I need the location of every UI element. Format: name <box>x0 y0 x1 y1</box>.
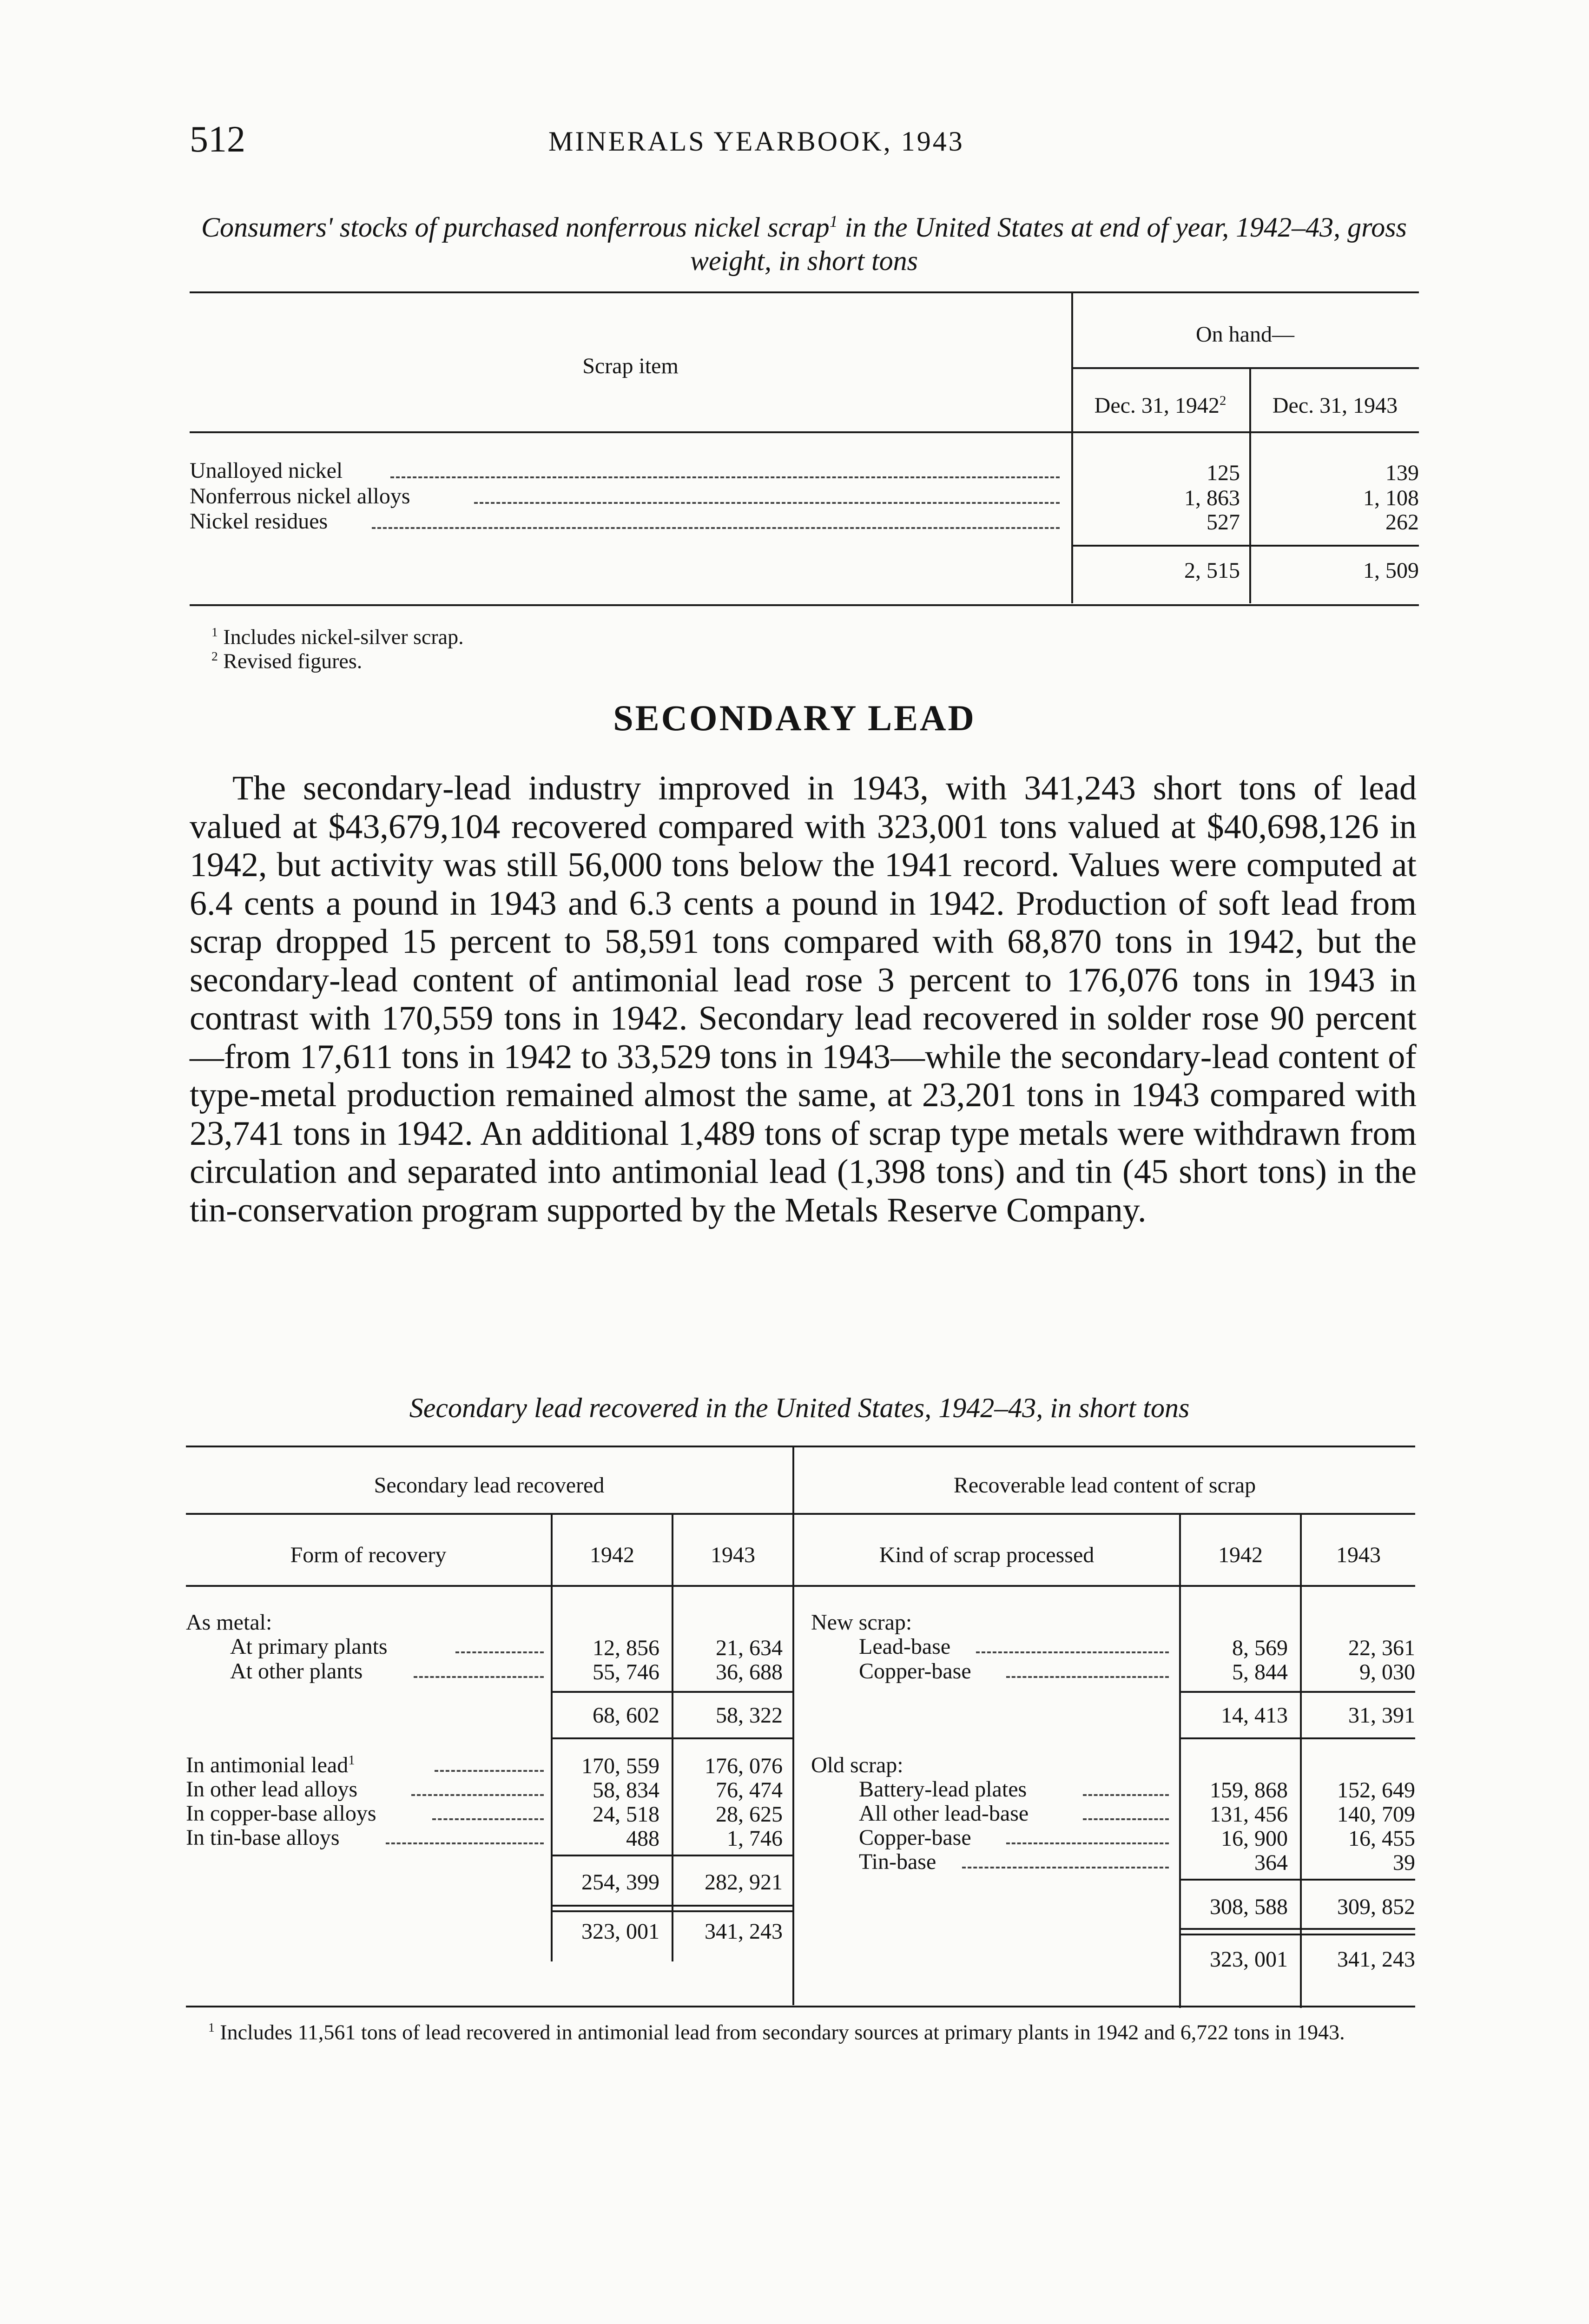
table2-total: 323, 001 <box>1210 1947 1288 1972</box>
table2-row-label: In antimonial lead$^1$ <box>186 1753 355 1777</box>
table2-cell: 39 <box>1393 1850 1415 1875</box>
group-label: Old scrap: <box>811 1753 903 1777</box>
table1-cell: 1, 863 <box>1184 486 1240 510</box>
table2-cell: 170, 559 <box>581 1754 659 1778</box>
table2-col-kind: Kind of scrap processed <box>879 1543 1094 1567</box>
table2-subtotal: 254, 399 <box>581 1870 659 1895</box>
table2-row-label: Lead-base <box>859 1634 951 1659</box>
table1-col-1943: Dec. 31, 1943 <box>1272 393 1398 418</box>
table2-cell: 176, 076 <box>705 1754 783 1778</box>
table2-cell: 364 <box>1254 1850 1288 1875</box>
total-rule <box>551 1910 792 1912</box>
table2-right-group-header: Recoverable lead content of scrap <box>953 1473 1256 1498</box>
table2-caption: Secondary lead recovered in the United States, 1942–43, in short tons <box>409 1393 1190 1423</box>
table2-bottom-rule <box>186 2006 1415 2007</box>
leader-dots <box>455 1651 544 1653</box>
table2-cell: 36, 688 <box>716 1660 783 1684</box>
table2-row-label: In copper-base alloys <box>186 1801 376 1826</box>
table1-row-label: Nickel residues <box>190 509 328 534</box>
table2-cell: 1, 746 <box>727 1826 783 1851</box>
table1-cell: 1, 108 <box>1363 486 1419 510</box>
table1-cell: 125 <box>1207 461 1240 485</box>
table2-row-label: Copper-base <box>859 1825 971 1850</box>
table1-col-1942: Dec. 31, 1942$^2$ <box>1094 393 1226 418</box>
table1-top-rule <box>190 291 1419 293</box>
table1-footnote: $^2$ Revised figures. <box>211 649 363 673</box>
table2-subtotal: 308, 588 <box>1210 1895 1288 1919</box>
subtotal-rule <box>1179 1737 1415 1739</box>
table2-total: 341, 243 <box>705 1919 783 1944</box>
table1-bottom-rule <box>190 604 1419 606</box>
paragraph-text: The secondary-lead industry improved in 1943, with 341,243 short tons of lead valued at $43,679,104 recovered compared with 323,001 tons valued at $40,698,126 in 1942, but activity was still 56,000 tons below the 1941 record. Values were computed at 6.4 cents a pound in 1943 and 6.3 cents a pound in 1942. Production of soft lead from scrap dropped 15 percent to 58,591 tons compared with 68,870 tons in 1942, but the secondary-lead content of antimonial lead rose 3 percent to 176,076 tons in 1943 in contrast with 170,559 tons in 1942. Secondary lead recovered in solder rose 90 percent—from 17,611 tons in 1942 to 33,529 tons in 1943—while the secondary-lead content of type-metal production remained almost the same, at 23,201 tons in 1943 compared with 23,741 tons in 1942. An additional 1,489 tons of scrap type metals were withdrawn from circulation and separated into antimonial lead (1,398 tons) and tin (45 short tons) in the tin-conservation program supported by the Metals Reserve Company. <box>190 769 1417 1229</box>
table2-subtotal: 309, 852 <box>1337 1895 1415 1919</box>
table2-row-label: All other lead-base <box>859 1801 1029 1826</box>
running-title: MINERALS YEARBOOK, 1943 <box>548 126 964 157</box>
leader-dots <box>414 1676 544 1678</box>
table2-total: 323, 001 <box>581 1919 659 1944</box>
leader-dots <box>1006 1676 1169 1678</box>
table2-top-rule <box>186 1446 1415 1447</box>
leader-dots <box>432 1818 544 1820</box>
table1-header-bottom-rule <box>190 431 1419 433</box>
table1-row-label: Nonferrous nickel alloys <box>190 484 410 508</box>
leader-dots <box>386 1842 544 1844</box>
table1-cell: 527 <box>1207 510 1240 535</box>
table2-col-form: Form of recovery <box>290 1543 447 1567</box>
table2-row-label: Battery-lead plates <box>859 1777 1027 1802</box>
table2-cell: 8, 569 <box>1232 1636 1288 1660</box>
table2-cell: 152, 649 <box>1337 1778 1415 1802</box>
table2-col-1942: 1942 <box>590 1543 634 1567</box>
table2-cell: 9, 030 <box>1359 1660 1415 1684</box>
table2-subtotal: 282, 921 <box>705 1870 783 1895</box>
table2-cell: 22, 361 <box>1348 1636 1415 1660</box>
leader-dots <box>1083 1794 1169 1796</box>
table2-cell: 76, 474 <box>716 1778 783 1802</box>
total-rule <box>1179 1928 1415 1930</box>
total-rule <box>1179 1934 1415 1935</box>
leader-dots <box>962 1867 1169 1868</box>
table2-subtotal: 58, 322 <box>716 1703 783 1728</box>
table1-row-label: Unalloyed nickel <box>190 458 343 483</box>
group-label: As metal: <box>186 1610 272 1635</box>
table2-cell: 16, 455 <box>1348 1826 1415 1851</box>
table2-group-divider <box>792 1447 794 2005</box>
table1-caption: Consumers' stocks of purchased nonferrous nickel scrap$^1$ in the United States at end of year, 1942–43, gross weight, in short tons <box>201 212 1407 276</box>
subtotal-rule <box>551 1691 792 1693</box>
subtotal-rule <box>551 1855 792 1856</box>
table2-row-label: Copper-base <box>859 1659 971 1684</box>
table2-cell: 131, 456 <box>1210 1802 1288 1827</box>
table2-cell: 21, 634 <box>716 1636 783 1660</box>
table2-subtotal: 31, 391 <box>1348 1703 1415 1728</box>
leader-dots <box>1083 1818 1169 1820</box>
table2-cell: 159, 868 <box>1210 1778 1288 1802</box>
table2-group-rule <box>186 1513 1415 1515</box>
table1-header-rule <box>1071 367 1419 369</box>
table2-cell: 55, 746 <box>593 1660 659 1684</box>
table2-row-label: At primary plants <box>230 1634 388 1659</box>
table2-subtotal: 14, 413 <box>1221 1703 1288 1728</box>
leader-dots <box>372 527 1060 529</box>
table2-footnote: $^1$ Includes 11,561 tons of lead recovered in antimonial lead from secondary sources at primary plants in 1942 and 6,722 tons in 1943. <box>208 2020 1345 2044</box>
subtotal-rule <box>1179 1691 1415 1693</box>
page-number: 512 <box>190 119 245 160</box>
table1-col-on-hand: On hand— <box>1196 322 1294 347</box>
table2-cell: 58, 834 <box>593 1778 659 1802</box>
table2-cell: 12, 856 <box>593 1636 659 1660</box>
section-title: SECONDARY LEAD <box>613 698 976 738</box>
subtotal-rule <box>551 1737 792 1739</box>
body-paragraph <box>190 769 1417 1229</box>
table2-total: 341, 243 <box>1337 1947 1415 1972</box>
leader-dots <box>474 502 1060 504</box>
table2-row-label: Tin-base <box>859 1849 936 1874</box>
table2-cell: 28, 625 <box>716 1802 783 1827</box>
table2-header-rule <box>186 1585 1415 1587</box>
table1-footnote: $^1$ Includes nickel-silver scrap. <box>211 625 464 649</box>
table2-row-label: In other lead alloys <box>186 1777 358 1802</box>
subtotal-rule <box>1179 1879 1415 1881</box>
total-rule <box>551 1905 792 1907</box>
table1-cell: 262 <box>1385 510 1419 535</box>
table2-cell: 24, 518 <box>593 1802 659 1827</box>
table2-left-group-header: Secondary lead recovered <box>374 1473 605 1498</box>
table2-cell: 5, 844 <box>1232 1660 1288 1684</box>
leader-dots <box>435 1770 544 1772</box>
table2-row-label: In tin-base alloys <box>186 1825 340 1850</box>
leader-dots <box>411 1794 544 1796</box>
table1-col-scrap-item: Scrap item <box>582 354 679 378</box>
table1-total-rule <box>1071 545 1419 547</box>
table2-cell: 488 <box>626 1826 659 1851</box>
table2-col-1943: 1943 <box>711 1543 755 1567</box>
table2-row-label: At other plants <box>230 1659 363 1684</box>
leader-dots <box>1006 1842 1169 1844</box>
table2-cell: 140, 709 <box>1337 1802 1415 1827</box>
table1-total: 2, 515 <box>1184 558 1240 583</box>
table2-cell: 16, 900 <box>1221 1826 1288 1851</box>
table2-col-1943: 1943 <box>1336 1543 1381 1567</box>
leader-dots <box>976 1651 1169 1653</box>
leader-dots <box>390 476 1060 478</box>
table1-cell: 139 <box>1385 461 1419 485</box>
table2-subtotal: 68, 602 <box>593 1703 659 1728</box>
table2-col-1942: 1942 <box>1218 1543 1263 1567</box>
group-label: New scrap: <box>811 1610 912 1635</box>
table1-total: 1, 509 <box>1363 558 1419 583</box>
